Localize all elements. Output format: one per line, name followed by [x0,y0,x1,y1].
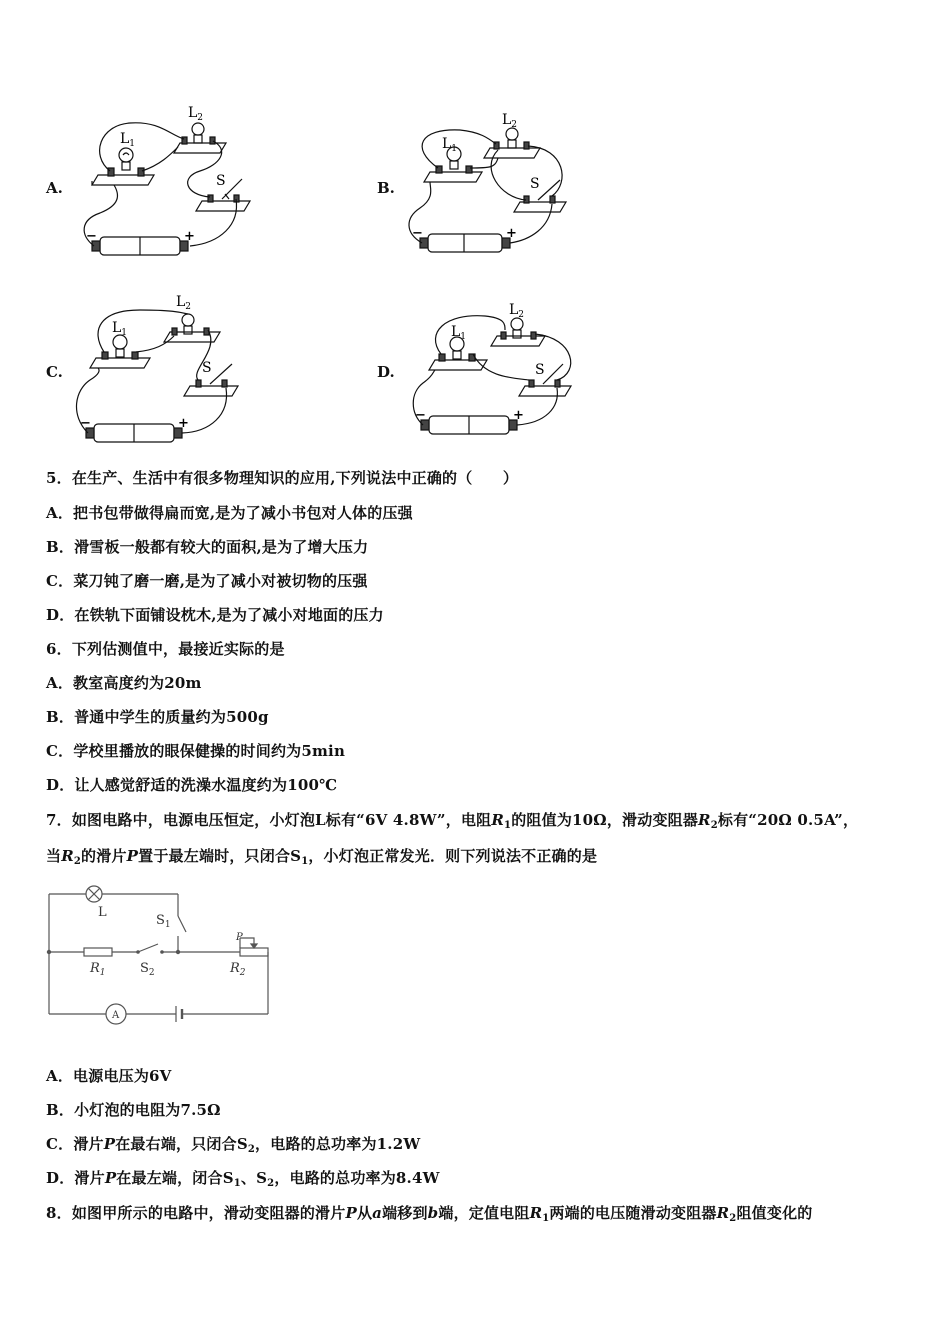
lamp1-label-b: $L_1$ [442,136,458,154]
lamp2-label-a: $L_2$ [188,105,204,123]
circuit-r2-label: $R_2$ [230,961,246,978]
option-b-label: B. [377,179,395,197]
circuit-s1-label: $S_1$ [156,913,171,930]
q8-stem: 8．如图甲所示的电路中，滑动变阻器的滑片P从a端移到b端，定值电阻$R_1$两端的电压随滑动变阻器$R_2$阻值变化的 [46,1204,813,1224]
option-a-label: A. [46,179,63,197]
switch-label-d: S [535,362,545,378]
lamp2-label-b: $L_2$ [502,112,518,130]
circuit-r1-label: $R_1$ [90,961,106,978]
circuit-p-label: P [236,932,243,943]
q6-option-b: B．普通中学生的质量约为500g [46,708,269,726]
lamp1-label-c: $L_1$ [112,320,128,338]
switch-label-a: S [216,173,226,189]
battery-minus-b: − [412,226,423,241]
battery-minus-a: − [86,229,97,244]
switch-label-c: S [202,360,212,376]
circuit-figure-a [70,95,270,265]
q6-stem: 6．下列估测值中，最接近实际的是 [46,640,285,658]
q5-option-c: C．菜刀钝了磨一磨,是为了减小对被切物的压强 [46,572,368,590]
lamp2-label-d: $L_2$ [509,302,525,320]
battery-plus-d: + [513,408,524,423]
q5-option-a: A．把书包带做得扁而宽,是为了减小书包对人体的压强 [46,504,413,522]
lamp2-label-c: $L_2$ [176,294,192,312]
switch-label-b: S [530,176,540,192]
q7-stem-line1: 7．如图电路中，电源电压恒定，小灯泡L标有“6V 4.8W”，电阻$R_1$的阻值为10Ω，滑动变阻器$R_2$标有“20Ω 0.5A”， [46,811,859,831]
q6-option-d: D．让人感觉舒适的洗澡水温度约为100℃ [46,776,338,794]
q6-option-a: A．教室高度约为20m [46,674,202,692]
q5-stem: 5．在生产、生活中有很多物理知识的应用,下列说法中正确的（ ） [46,469,519,487]
q7-option-b: B．小灯泡的电阻为7.5Ω [46,1101,221,1119]
circuit-figure-b [400,108,590,263]
circuit-lamp-label: L [98,905,107,920]
battery-plus-a: + [184,229,195,244]
battery-minus-d: − [415,408,426,423]
circuit-figure-d [405,298,595,448]
q7-option-d: D．滑片P在最左端，闭合$S_1$、$S_2$，电路的总功率为8.4W [46,1169,440,1189]
q7-option-c: C．滑片P在最右端，只闭合$S_2$，电路的总功率为1.2W [46,1135,421,1155]
battery-plus-b: + [506,226,517,241]
option-c-label: C. [46,363,63,381]
q5-option-d: D．在铁轨下面铺设枕木,是为了减小对地面的压力 [46,606,384,624]
q7-circuit-diagram [40,880,280,1030]
option-d-label: D. [377,363,395,381]
circuit-s2-label: $S_2$ [140,961,155,978]
battery-plus-c: + [178,416,189,431]
lamp1-label-a: $L_1$ [120,131,136,149]
circuit-figure-c [70,290,270,450]
lamp1-label-d: $L_1$ [451,324,467,342]
q7-option-a: A．电源电压为6V [46,1067,172,1085]
ammeter-label: A [112,1010,120,1021]
q5-option-b: B．滑雪板一般都有较大的面积,是为了增大压力 [46,538,369,556]
q7-stem-line2: 当$R_2$的滑片P置于最左端时，只闭合$S_1$，小灯泡正常发光．则下列说法不正确的是 [46,847,598,867]
battery-minus-c: − [80,416,91,431]
q6-option-c: C．学校里播放的眼保健操的时间约为5min [46,742,346,760]
